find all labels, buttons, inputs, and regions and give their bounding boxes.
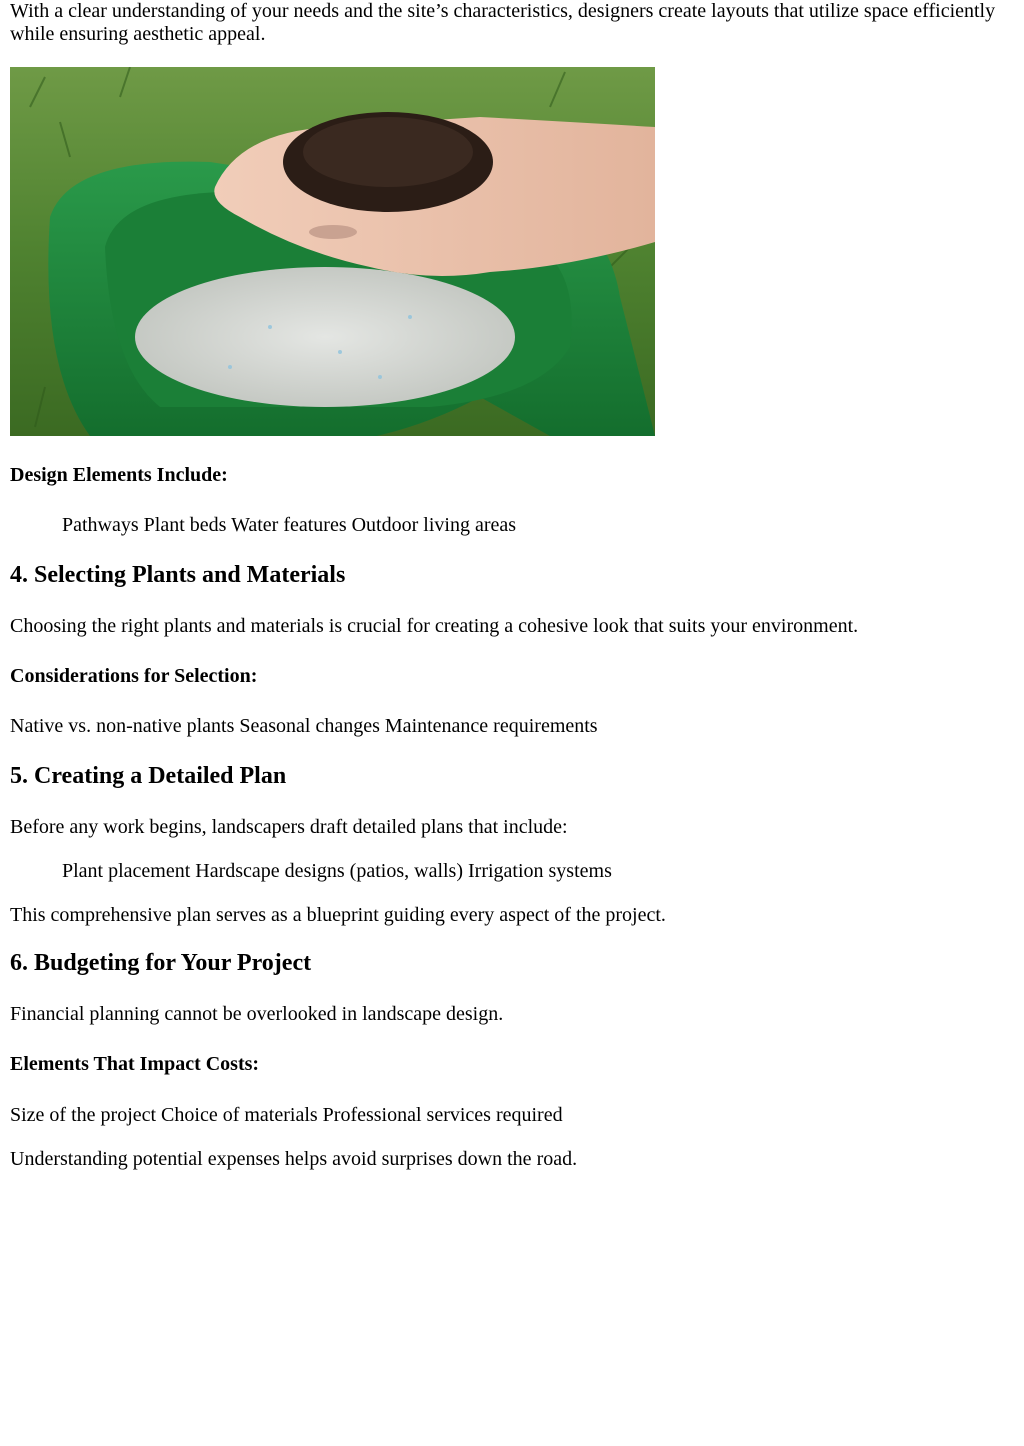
section-4-list: Native vs. non-native plants Seasonal changes Maintenance requirements bbox=[10, 715, 598, 737]
section-6-closing: Understanding potential expenses helps avoid surprises down the road. bbox=[10, 1148, 578, 1170]
section-5-closing: This comprehensive plan serves as a blueprint guiding every aspect of the project. bbox=[10, 904, 666, 926]
section-5-heading: 5. Creating a Detailed Plan bbox=[10, 763, 287, 789]
section-4-body: Choosing the right plants and materials is crucial for creating a cohesive look that suits your environment. bbox=[10, 615, 859, 637]
soil-photo bbox=[10, 67, 655, 436]
design-elements-label: Design Elements Include: bbox=[10, 464, 228, 486]
section-5-list: Plant placement Hardscape designs (patios, walls) Irrigation systems bbox=[62, 860, 612, 882]
section-4-label: Considerations for Selection: bbox=[10, 665, 258, 687]
section-4-heading: 4. Selecting Plants and Materials bbox=[10, 562, 346, 588]
design-elements-list: Pathways Plant beds Water features Outdoor living areas bbox=[62, 514, 517, 536]
section-6-list: Size of the project Choice of materials Professional services required bbox=[10, 1104, 563, 1126]
soil-photo-illustration bbox=[10, 67, 655, 436]
section-6-body: Financial planning cannot be overlooked in landscape design. bbox=[10, 1003, 504, 1025]
section-6-heading: 6. Budgeting for Your Project bbox=[10, 950, 312, 976]
section-5-body: Before any work begins, landscapers draft detailed plans that include: bbox=[10, 816, 568, 838]
intro-paragraph: With a clear understanding of your needs and the site’s characteristics, designers create layouts that utilize space efficiently while ensuring aesthetic appeal. bbox=[10, 0, 996, 45]
section-6-label: Elements That Impact Costs: bbox=[10, 1053, 260, 1075]
